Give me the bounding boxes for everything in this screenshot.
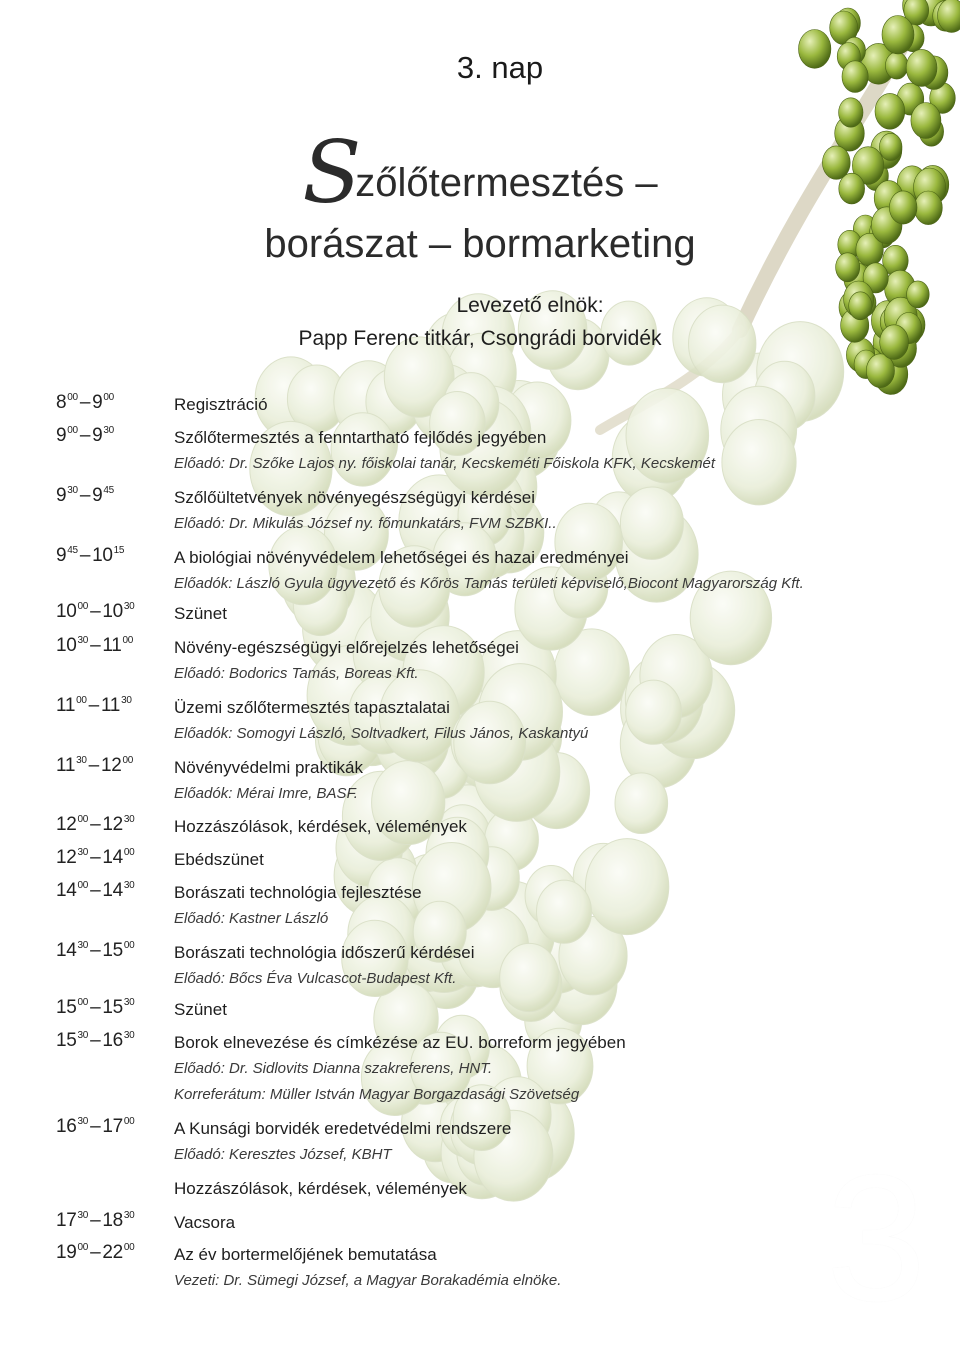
time-hour: 15 [56, 1030, 77, 1051]
title-initial: S [302, 123, 362, 223]
time-minute: 30 [123, 1210, 135, 1221]
session-topic: Növényvédelmi praktikák [174, 758, 363, 777]
session-topic: Borok elnevezése és címkézése az EU. borreform jegyében [174, 1033, 626, 1052]
time-hour: 10 [92, 545, 113, 566]
time-minute: 00 [67, 392, 78, 403]
time-minute: 00 [123, 1242, 135, 1253]
session-content [174, 880, 934, 932]
time-dash: – [79, 392, 91, 413]
session-speaker: Korreferátum: Müller István Magyar Borgazdasági Szövetség [174, 1086, 580, 1103]
session-speaker: Vezeti: Dr. Sümegi József, a Magyar Borakadémia elnöke. [174, 1272, 562, 1289]
time-range [56, 997, 134, 1019]
time-minute: 30 [77, 1116, 89, 1127]
time-minute: 15 [113, 545, 125, 556]
time-hour: 11 [102, 635, 122, 656]
session-speaker: Előadó: Bodorics Tamás, Boreas Kft. [174, 665, 419, 682]
session-content [174, 755, 934, 807]
session-topic: Hozzászólások, kérdések, vélemények [174, 1179, 467, 1198]
time-minute: 30 [77, 1030, 89, 1041]
time-minute: 00 [77, 601, 89, 612]
session-topic: Ebédszünet [174, 850, 264, 869]
day-label: 3. nap [456, 50, 544, 85]
time-minute: 45 [67, 545, 78, 556]
time-minute: 00 [77, 1242, 89, 1253]
time-hour: 8 [56, 392, 67, 413]
green-grape-berry [882, 16, 914, 54]
time-hour: 19 [56, 1242, 77, 1263]
session-topic: Szőlőültetvények növényegészségügyi kérdései [174, 488, 536, 507]
time-hour: 14 [102, 847, 123, 868]
session-speaker: Előadó: Kastner László [174, 910, 329, 927]
time-hour: 15 [102, 997, 123, 1018]
time-hour: 16 [56, 1116, 77, 1137]
time-dash: – [88, 695, 99, 716]
session-speaker: Előadó: Keresztes József, KBHT [174, 1146, 392, 1163]
time-range [56, 635, 133, 657]
session-speaker: Előadó: Bőcs Éva Vulcascot-Budapest Kft. [174, 970, 457, 987]
time-range [56, 1116, 134, 1138]
time-range [56, 940, 134, 962]
time-hour: 11 [56, 695, 76, 716]
time-range [56, 847, 134, 869]
time-minute: 30 [123, 997, 135, 1008]
time-minute: 30 [123, 880, 135, 891]
green-grape-berry [875, 93, 905, 129]
time-dash: – [90, 1116, 101, 1137]
time-range [56, 392, 114, 414]
time-hour: 18 [102, 1210, 123, 1231]
time-minute: 30 [123, 814, 135, 825]
chair-name: Papp Ferenc titkár, Csongrádi borvidék [298, 327, 662, 350]
time-dash: – [90, 635, 101, 656]
session-content [174, 1116, 934, 1168]
time-hour: 9 [92, 485, 103, 506]
time-range [56, 1210, 134, 1232]
time-hour: 14 [56, 880, 77, 901]
time-dash: – [79, 485, 91, 506]
time-dash: – [90, 1242, 101, 1263]
time-dash: – [90, 814, 101, 835]
time-minute: 45 [103, 485, 114, 496]
session-content [174, 485, 934, 537]
time-range [56, 1030, 134, 1052]
session-content [174, 392, 934, 418]
green-grape-berry [839, 98, 863, 127]
time-minute: 30 [123, 601, 135, 612]
time-minute: 00 [123, 940, 135, 951]
time-minute: 00 [122, 755, 134, 766]
time-minute: 00 [77, 814, 89, 825]
session-topic: Üzemi szőlőtermesztés tapasztalatai [174, 698, 450, 717]
session-content [174, 635, 934, 687]
session-content [174, 997, 934, 1023]
time-dash: – [90, 601, 101, 622]
time-hour: 17 [56, 1210, 77, 1231]
title-line-1-text: zőlőtermesztés – [355, 161, 658, 205]
time-hour: 9 [56, 545, 67, 566]
time-minute: 30 [77, 847, 89, 858]
time-minute: 00 [77, 880, 89, 891]
time-minute: 00 [103, 392, 114, 403]
time-hour: 10 [56, 601, 77, 622]
time-range [56, 425, 114, 447]
page-title-line-2: borászat – bormarketing [264, 222, 696, 266]
time-hour: 12 [100, 755, 122, 776]
session-topic: Szőlőtermesztés a fenntartható fejlődés jegyében [174, 428, 547, 447]
session-speaker: Előadók: Somogyi László, Soltvadkert, Filus János, Kaskantyú [174, 725, 589, 742]
time-range [56, 485, 114, 507]
time-dash: – [90, 940, 101, 961]
page-title-line-1 [0, 123, 960, 223]
time-hour: 9 [92, 392, 103, 413]
time-range [56, 695, 132, 717]
session-content [174, 601, 934, 627]
time-hour: 11 [56, 755, 76, 776]
session-speaker: Előadó: Dr. Mikulás József ny. főmunkatárs, FVM SZBKI.. [174, 515, 557, 532]
session-topic: A Kunsági borvidék eredetvédelmi rendszere [174, 1119, 512, 1138]
session-speaker: Előadók: László Gyula ügyvezető és Kőrös Tamás területi képviselő,Biocont Magyarország Kft. [174, 575, 804, 592]
time-range [56, 1242, 134, 1264]
session-speaker: Előadók: Mérai Imre, BASF. [174, 785, 358, 802]
time-minute: 30 [77, 1210, 89, 1221]
session-content [174, 814, 934, 840]
time-range [56, 545, 124, 567]
session-topic: Hozzászólások, kérdések, vélemények [174, 817, 467, 836]
time-range [56, 755, 133, 777]
session-topic: Szünet [174, 604, 227, 623]
session-topic: Borászati technológia fejlesztése [174, 883, 422, 902]
time-dash: – [90, 1030, 101, 1051]
time-hour: 15 [56, 997, 77, 1018]
time-hour: 10 [102, 601, 123, 622]
time-hour: 14 [56, 940, 77, 961]
session-content [174, 847, 934, 873]
time-hour: 12 [102, 814, 123, 835]
time-hour: 22 [102, 1242, 123, 1263]
time-hour: 16 [102, 1030, 123, 1051]
time-range [56, 880, 134, 902]
time-minute: 00 [77, 997, 89, 1008]
time-minute: 30 [76, 755, 87, 766]
session-content [174, 425, 934, 477]
time-hour: 12 [56, 814, 77, 835]
session-topic: Borászati technológia időszerű kérdései [174, 943, 475, 962]
session-content [174, 1030, 934, 1108]
session-topic: A biológiai növényvédelem lehetőségei és hazai eredményei [174, 548, 629, 567]
session-content [174, 545, 934, 597]
time-dash: – [79, 545, 91, 566]
time-minute: 30 [77, 635, 89, 646]
session-topic: Szünet [174, 1000, 227, 1019]
time-hour: 11 [100, 695, 121, 716]
session-topic: Vacsora [174, 1213, 236, 1232]
session-content [174, 940, 934, 992]
time-minute: 30 [121, 695, 132, 706]
time-hour: 12 [56, 847, 77, 868]
time-hour: 15 [102, 940, 123, 961]
chair-label: Levezető elnök: [456, 294, 604, 317]
time-dash: – [90, 847, 101, 868]
time-minute: 00 [123, 847, 135, 858]
time-dash: – [90, 880, 101, 901]
time-minute: 00 [123, 1116, 135, 1127]
session-content [174, 695, 934, 747]
time-minute: 30 [67, 485, 78, 496]
session-topic: Regisztráció [174, 395, 268, 414]
time-minute: 00 [122, 635, 134, 646]
time-hour: 17 [102, 1116, 123, 1137]
session-topic: Növény-egészségügyi előrejelzés lehetőségei [174, 638, 519, 657]
time-dash: – [88, 755, 99, 776]
time-minute: 30 [103, 425, 114, 436]
session-topic: Az év bortermelőjének bemutatása [174, 1245, 437, 1264]
time-minute: 00 [76, 695, 87, 706]
time-minute: 00 [67, 425, 78, 436]
session-content [174, 1242, 934, 1294]
time-hour: 9 [56, 485, 67, 506]
time-dash: – [90, 1210, 101, 1231]
session-content [174, 1176, 934, 1202]
time-hour: 14 [102, 880, 123, 901]
page-number: 3 [826, 1138, 927, 1339]
session-speaker: Előadó: Dr. Szőke Lajos ny. főiskolai tanár, Kecskeméti Főiskola KFK, Kecskemét [174, 455, 716, 472]
time-hour: 10 [56, 635, 77, 656]
time-range [56, 601, 134, 623]
session-content [174, 1210, 934, 1236]
time-dash: – [79, 425, 91, 446]
time-hour: 9 [56, 425, 67, 446]
time-hour: 9 [92, 425, 103, 446]
time-range [56, 814, 134, 836]
time-dash: – [90, 997, 101, 1018]
session-speaker: Előadó: Dr. Sidlovits Dianna szakreferens, HNT. [174, 1060, 493, 1077]
time-minute: 30 [77, 940, 89, 951]
time-minute: 30 [123, 1030, 135, 1041]
